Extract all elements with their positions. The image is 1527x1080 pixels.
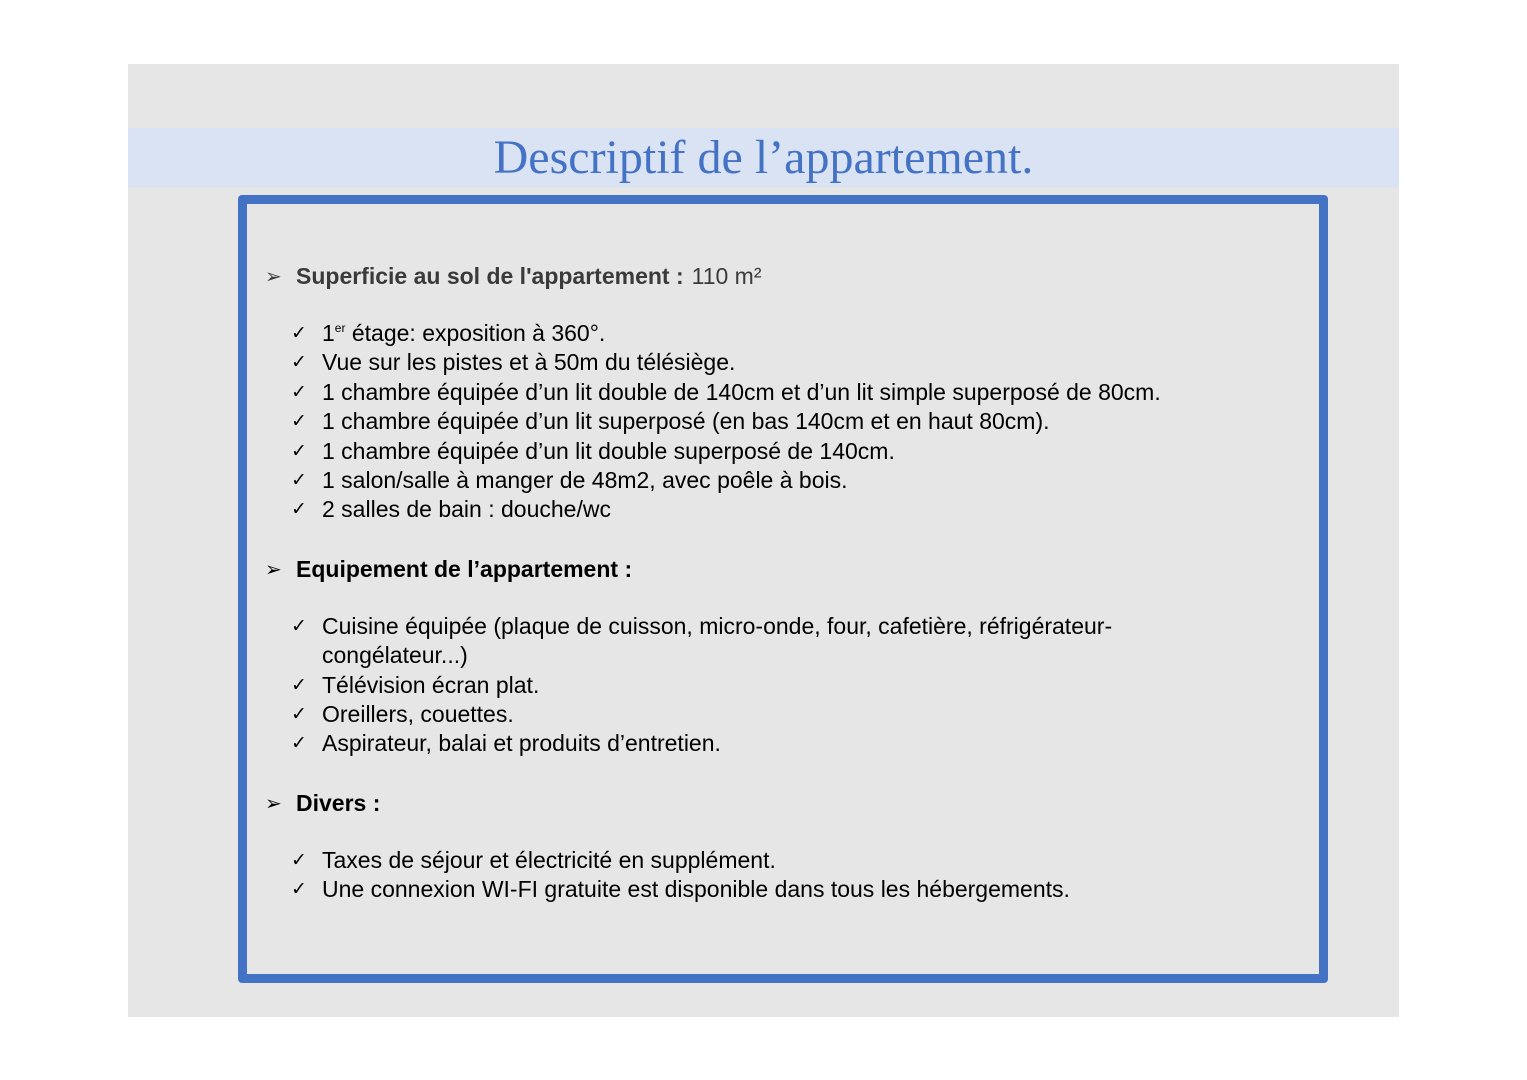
- list-item: [291, 700, 1305, 729]
- surface-value: 110 m²: [691, 263, 762, 289]
- checkmark-icon: ✓: [291, 614, 307, 637]
- checkmark-icon: ✓: [291, 848, 307, 871]
- arrowhead-bullet-icon: ➢: [265, 556, 282, 581]
- section-heading-misc: [265, 788, 1305, 818]
- description-content: [265, 261, 1305, 905]
- section-heading-text: Equipement de l’appartement :: [296, 555, 633, 582]
- section-heading-text: Divers :: [296, 789, 381, 816]
- list-item: [291, 437, 1305, 466]
- list-item: [291, 846, 1305, 875]
- list-item: [291, 671, 1305, 700]
- list-item-text: Télévision écran plat.: [322, 671, 540, 698]
- list-item-text: Une connexion WI-FI gratuite est disponible dans tous les hébergements.: [322, 876, 1070, 903]
- list-item-text: 1 salon/salle à manger de 48m2, avec poêle à bois.: [322, 467, 848, 494]
- title-band: [128, 128, 1399, 187]
- list-item-text: Taxes de séjour et électricité en supplément.: [322, 846, 776, 873]
- list-item: [291, 729, 1305, 758]
- list-item-text: Aspirateur, balai et produits d’entretien.: [322, 730, 721, 757]
- list-item: [291, 612, 1305, 671]
- surface-list: [265, 319, 1305, 525]
- checkmark-icon: ✓: [291, 351, 307, 374]
- list-item: [291, 407, 1305, 436]
- section-heading-equipment: [265, 554, 1305, 584]
- section-heading-text: Superficie au sol de l'appartement :: [296, 263, 684, 289]
- list-item-text: 1er étage: exposition à 360°.: [322, 320, 606, 346]
- list-item-text: Oreillers, couettes.: [322, 701, 514, 728]
- list-item-text: Cuisine équipée (plaque de cuisson, micro-onde, four, cafetière, réfrigérateur-congélateur...): [322, 612, 1113, 669]
- checkmark-icon: ✓: [291, 410, 307, 433]
- checkmark-icon: ✓: [291, 439, 307, 462]
- checkmark-icon: ✓: [291, 498, 307, 521]
- list-item: [291, 348, 1305, 377]
- checkmark-icon: ✓: [291, 322, 307, 344]
- page-title: Descriptif de l’appartement.: [493, 131, 1034, 184]
- description-frame: [238, 195, 1328, 983]
- checkmark-icon: ✓: [291, 878, 307, 901]
- checkmark-icon: ✓: [291, 732, 307, 755]
- checkmark-icon: ✓: [291, 380, 307, 403]
- checkmark-icon: ✓: [291, 673, 307, 696]
- arrowhead-bullet-icon: ➢: [265, 790, 282, 815]
- list-item: [291, 495, 1305, 524]
- list-item: [291, 466, 1305, 495]
- list-item-text: 1 chambre équipée d’un lit double superposé de 140cm.: [322, 437, 895, 464]
- list-item: [291, 319, 1305, 348]
- arrowhead-bullet-icon: ➢: [265, 264, 282, 288]
- list-item-text: 2 salles de bain : douche/wc: [322, 496, 611, 523]
- list-item-text: Vue sur les pistes et à 50m du télésiège.: [322, 349, 736, 376]
- equipment-list: [265, 612, 1305, 759]
- list-item: [291, 378, 1305, 407]
- checkmark-icon: ✓: [291, 703, 307, 726]
- misc-list: [265, 846, 1305, 905]
- list-item-text: 1 chambre équipée d’un lit superposé (en bas 140cm et en haut 80cm).: [322, 408, 1050, 435]
- list-item: [291, 875, 1305, 904]
- section-heading-surface: [265, 261, 1305, 291]
- document-page: [128, 64, 1399, 1017]
- checkmark-icon: ✓: [291, 469, 307, 492]
- list-item-text: 1 chambre équipée d’un lit double de 140cm et d’un lit simple superposé de 80cm.: [322, 378, 1161, 405]
